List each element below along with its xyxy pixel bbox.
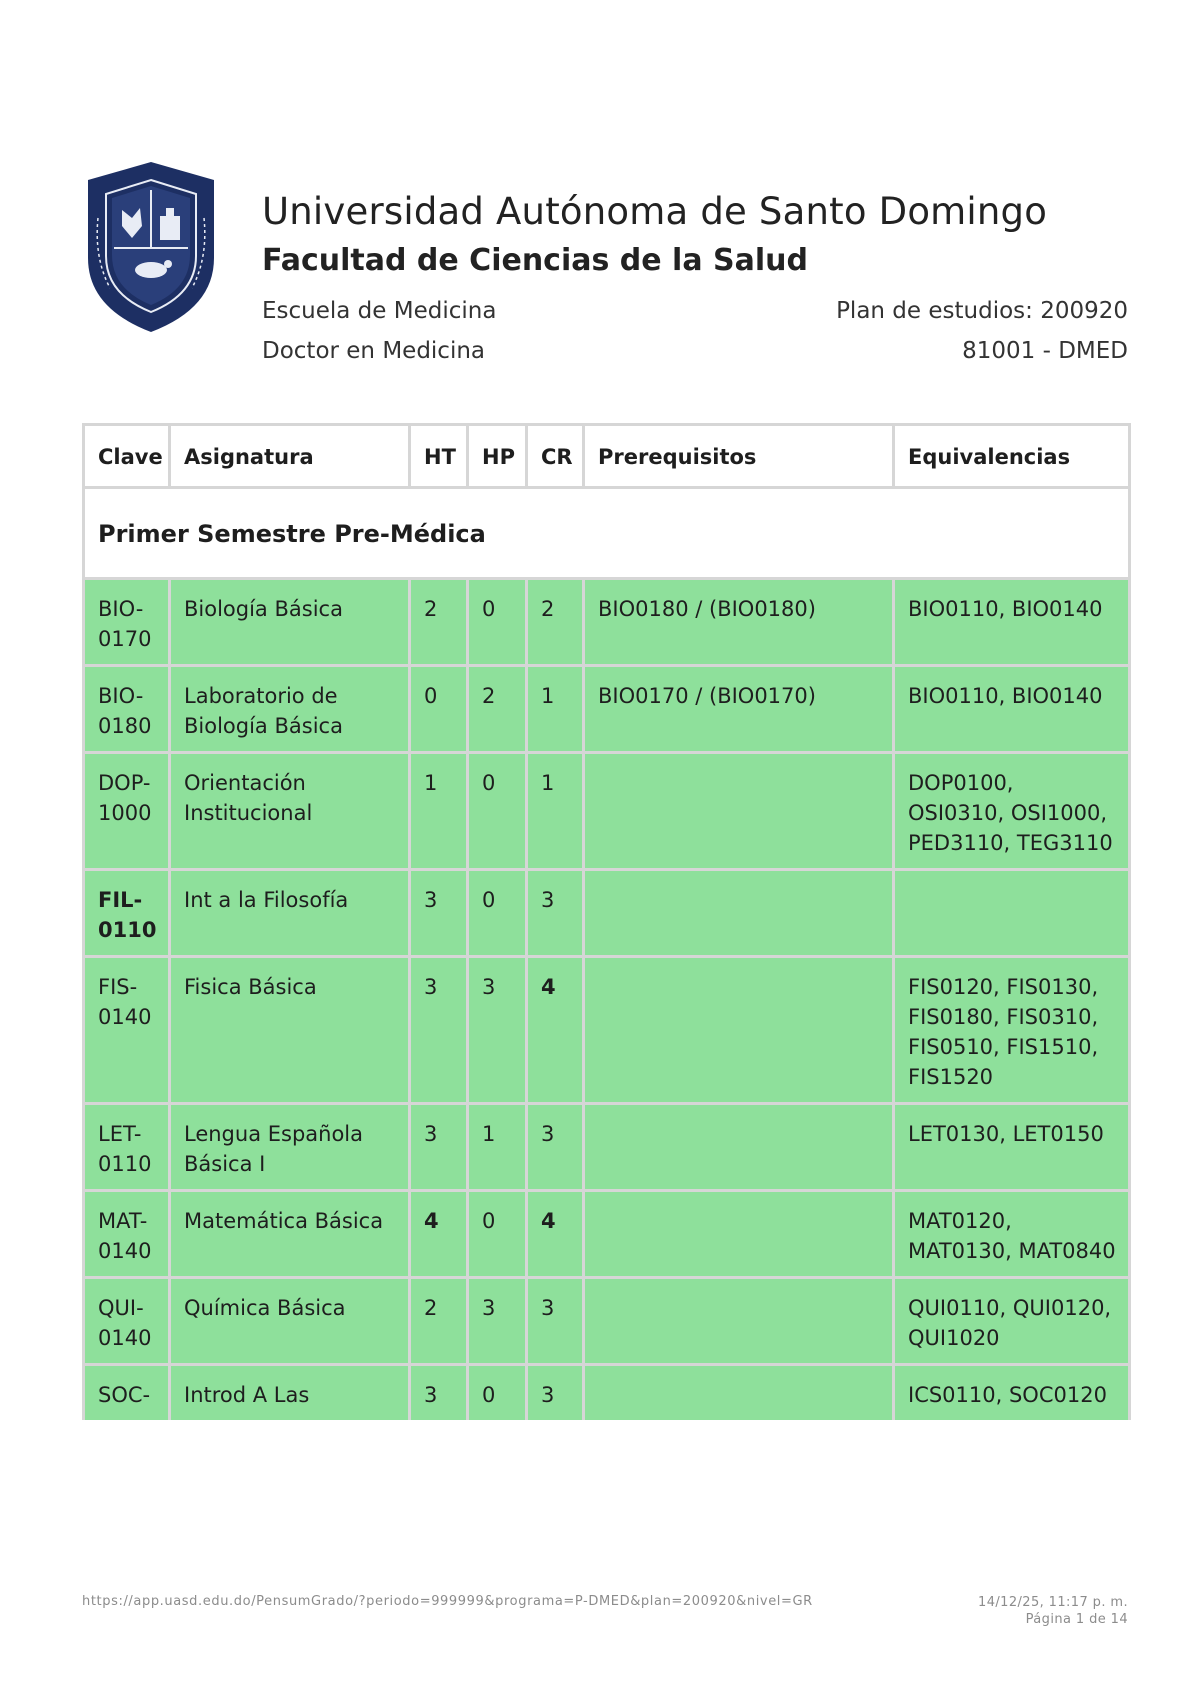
section-row <box>84 488 1130 579</box>
cell-clave: SOC- <box>84 1365 170 1421</box>
program-code: 81001 - DMED <box>962 338 1128 364</box>
cell-cr: 3 <box>527 1104 584 1191</box>
university-name: Universidad Autónoma de Santo Domingo <box>262 190 1048 233</box>
cell-ht: 1 <box>410 753 468 870</box>
cell-prerequisitos: BIO0180 / (BIO0180) <box>584 579 894 666</box>
cell-hp: 2 <box>468 666 527 753</box>
cell-ht: 2 <box>410 1278 468 1365</box>
cell-cr: 3 <box>527 870 584 957</box>
table-row <box>84 870 1130 957</box>
table-row <box>84 1191 1130 1278</box>
school-name: Escuela de Medicina <box>262 298 497 324</box>
col-header-ht: HT <box>410 425 468 488</box>
cell-hp: 0 <box>468 870 527 957</box>
table-header-row <box>84 425 1130 488</box>
cell-clave: MAT-0140 <box>84 1191 170 1278</box>
cell-clave: QUI-0140 <box>84 1278 170 1365</box>
cell-prerequisitos <box>584 870 894 957</box>
table-row <box>84 1365 1130 1421</box>
plan-label: Plan de estudios: 200920 <box>836 298 1128 324</box>
table-row <box>84 753 1130 870</box>
col-header-prerequisitos: Prerequisitos <box>584 425 894 488</box>
col-header-cr: CR <box>527 425 584 488</box>
cell-equivalencias: FIS0120, FIS0130, FIS0180, FIS0310, FIS0510, FIS1510, FIS1520 <box>894 957 1130 1104</box>
cell-equivalencias: MAT0120, MAT0130, MAT0840 <box>894 1191 1130 1278</box>
section-title: Primer Semestre Pre-Médica <box>84 488 1130 579</box>
cell-asignatura: Laboratorio de Biología Básica <box>170 666 410 753</box>
cell-ht: 3 <box>410 870 468 957</box>
cell-cr: 2 <box>527 579 584 666</box>
document-header <box>262 190 1128 364</box>
col-header-clave: Clave <box>84 425 170 488</box>
footer-meta <box>978 1594 1128 1628</box>
cell-clave: FIL-0110 <box>84 870 170 957</box>
table-row <box>84 1278 1130 1365</box>
cell-hp: 0 <box>468 753 527 870</box>
cell-hp: 0 <box>468 1365 527 1421</box>
cell-hp: 1 <box>468 1104 527 1191</box>
table-row <box>84 957 1130 1104</box>
cell-equivalencias: BIO0110, BIO0140 <box>894 666 1130 753</box>
col-header-equivalencias: Equivalencias <box>894 425 1130 488</box>
cell-prerequisitos <box>584 753 894 870</box>
cell-clave: FIS-0140 <box>84 957 170 1104</box>
cell-ht: 3 <box>410 1365 468 1421</box>
cell-cr: 3 <box>527 1365 584 1421</box>
cell-cr: 1 <box>527 753 584 870</box>
faculty-name: Facultad de Ciencias de la Salud <box>262 243 808 278</box>
cell-asignatura: Química Básica <box>170 1278 410 1365</box>
cell-ht: 3 <box>410 1104 468 1191</box>
table-row <box>84 666 1130 753</box>
cell-equivalencias <box>894 870 1130 957</box>
footer-url: https://app.uasd.edu.do/PensumGrado/?periodo=999999&programa=P-DMED&plan=200920&nivel=GR <box>82 1594 813 1609</box>
cell-prerequisitos <box>584 1191 894 1278</box>
cell-hp: 3 <box>468 1278 527 1365</box>
cell-asignatura: Introd A Las <box>170 1365 410 1421</box>
cell-equivalencias: BIO0110, BIO0140 <box>894 579 1130 666</box>
cell-ht: 2 <box>410 579 468 666</box>
cell-asignatura: Biología Básica <box>170 579 410 666</box>
cell-cr: 4 <box>527 957 584 1104</box>
cell-cr: 4 <box>527 1191 584 1278</box>
cell-clave: LET-0110 <box>84 1104 170 1191</box>
cell-clave: BIO-0170 <box>84 579 170 666</box>
curriculum-table <box>82 423 1131 1420</box>
university-seal-logo <box>80 158 222 336</box>
col-header-asignatura: Asignatura <box>170 425 410 488</box>
cell-equivalencias: QUI0110, QUI0120, QUI1020 <box>894 1278 1130 1365</box>
footer-page-number: Página 1 de 14 <box>1025 1612 1128 1627</box>
cell-hp: 3 <box>468 957 527 1104</box>
cell-hp: 0 <box>468 1191 527 1278</box>
cell-prerequisitos <box>584 1365 894 1421</box>
cell-asignatura: Lengua Española Básica I <box>170 1104 410 1191</box>
cell-asignatura: Matemática Básica <box>170 1191 410 1278</box>
cell-prerequisitos <box>584 1278 894 1365</box>
cell-clave: DOP-1000 <box>84 753 170 870</box>
cell-clave: BIO-0180 <box>84 666 170 753</box>
cell-equivalencias: DOP0100, OSI0310, OSI1000, PED3110, TEG3110 <box>894 753 1130 870</box>
cell-ht: 3 <box>410 957 468 1104</box>
col-header-hp: HP <box>468 425 527 488</box>
cell-prerequisitos <box>584 957 894 1104</box>
cell-hp: 0 <box>468 579 527 666</box>
cell-cr: 1 <box>527 666 584 753</box>
cell-prerequisitos <box>584 1104 894 1191</box>
cell-equivalencias: LET0130, LET0150 <box>894 1104 1130 1191</box>
cell-ht: 0 <box>410 666 468 753</box>
cell-prerequisitos: BIO0170 / (BIO0170) <box>584 666 894 753</box>
cell-ht: 4 <box>410 1191 468 1278</box>
footer-datetime: 14/12/25, 11:17 p. m. <box>978 1595 1128 1610</box>
cell-asignatura: Int a la Filosofía <box>170 870 410 957</box>
cell-equivalencias: ICS0110, SOC0120 <box>894 1365 1130 1421</box>
degree-name: Doctor en Medicina <box>262 338 486 364</box>
table-row <box>84 579 1130 666</box>
cell-asignatura: Orientación Institucional <box>170 753 410 870</box>
table-row <box>84 1104 1130 1191</box>
cell-cr: 3 <box>527 1278 584 1365</box>
cell-asignatura: Fisica Básica <box>170 957 410 1104</box>
